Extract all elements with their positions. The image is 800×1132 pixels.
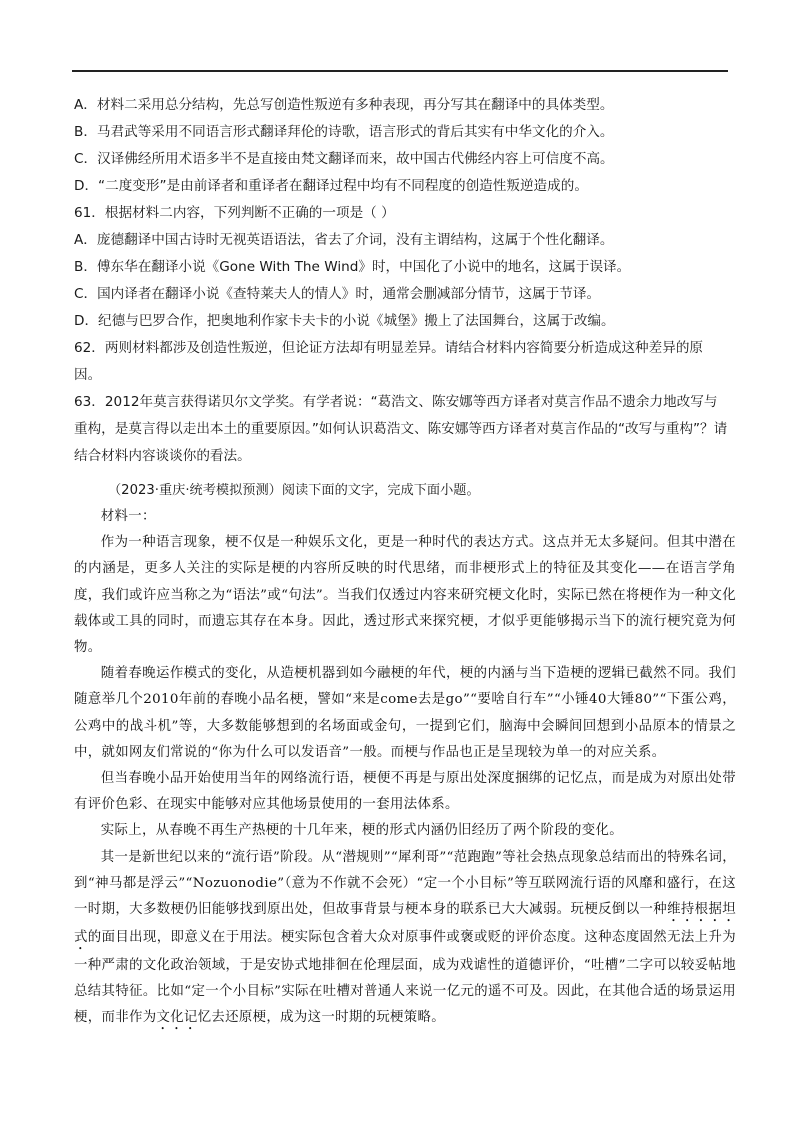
material-label: 材料一： xyxy=(100,509,156,524)
question-63-text: 63．2012年莫言获得诺贝尔文学奖。有学者说：“葛浩文、陈安娜等西方译者对莫言作品不遗余力地改写与重构，是莫言得以走出本土的重要原因。”如何认识葛浩文、陈安娜等西方译者对莫言作品的“改写与重构”？请结合材料内容谈谈你的看法。 xyxy=(74,394,728,464)
paragraph-2: 随着春晚运作模式的变化，从造梗机器到如今融梗的年代，梗的内涵与当下造梗的逻辑已截然不同。我们随意举几个2010年前的春晚小品名梗，譬如“来是come去是go”“要啥自行车”“小锤40大锤80”“下蛋公鸡，公鸡中的战斗机”等，大多数能够想到的名场面或金句，一提到它们，脑海中会瞬间回想到小品原本的情景之中，就如网友们常说的“你为什么可以发语音”一般。而梗与作品也正是呈现较为单一的对应关系。 xyxy=(74,666,736,760)
question-62-text: 62．两则材料都涉及创造性叛逆，但论证方法却有明显差异。请结合材料内容简要分析造成这种差异的原因。 xyxy=(74,340,704,383)
q61-option-b: B．傅东华在翻译小说《Gone With The Wind》时，中国化了小说中的地名，这属于误译。 xyxy=(74,259,631,275)
question-62 xyxy=(74,335,730,389)
q61-option-c: C．国内译者在翻译小说《查特莱夫人的情人》时，通常会删减部分情节，这属于节译。 xyxy=(74,286,601,302)
question-63 xyxy=(74,389,730,470)
option-c: C．汉译佛经所用术语多半不是直接由梵文翻译而来，故中国古代佛经内容上可信度不高。 xyxy=(74,151,614,167)
emphasis-dotted-2: 文化记 xyxy=(156,1010,198,1026)
paragraph-5-part-2: 的面目出现，即意义在于用法。梗实际包含着大众对原事件或褒或贬的评价态度。这种态度固然无法上升为一种严肃的文化政治领域，于是安协式地排徊在伦理层面，成为戏谑性的道德评价，“吐槽”二字可以较妥帖地总结其特征。比如“定一个小目标”实际在吐槽对普通人来说一亿元的遥不可及。因此，在其他合适的场景运用梗，而非作为 xyxy=(74,930,736,1026)
options-previous-question xyxy=(74,92,730,200)
paragraph-5-part-1: 其一是新世纪以来的“流行语”阶段。从“潜规则”“犀利哥”“范跑跑”等社会热点现象总结而出的特殊名词，到“神马都是浮云”“Nozuonodie”（意为不作就不会死）“定一个小目标”等互联网流行语的风靡和盛行，在这一时期，大多数梗仍旧能够找到原出处，但故事背景与梗本身的联系已大大减弱。玩梗反倒以一种 xyxy=(74,849,736,918)
paragraph-4: 实际上，从春晚不再生产热梗的十几年来，梗的形式内涵仍旧经历了两个阶段的变化。 xyxy=(100,823,623,839)
reading-passage xyxy=(74,504,736,1033)
question-61-stem: 61．根据材料二内容，下列判断不正确的一项是（ ） xyxy=(74,205,395,221)
q61-option-d: D．纪德与巴罗合作，把奥地利作家卡夫卡的小说《城堡》搬上了法国舞台，这属于改编。 xyxy=(74,313,615,329)
source-line: （2023·重庆·统考模拟预测）阅读下面的文字，完成下面小题。 xyxy=(108,483,480,498)
paragraph-1: 作为一种语言现象，梗不仅是一种娱乐文化，更是一种时代的表达方式。这点并无太多疑问。但其中潜在的内涵是，更多人关注的实际是梗的内容所反映的时代思绪，而非梗形式上的特征及其变化——在语言学角度，我们或许应当称之为“语法”或“句法”。当我们仅透过内容来研究梗文化时，实际已然在将梗作为一种文化载体或工具的同时，而遗忘其存在本身。因此，透过形式来探究梗，才似乎更能够揭示当下的流行梗究竟为何物。 xyxy=(74,535,736,656)
option-b: B．马君武等采用不同语言形式翻译拜伦的诗歌，语言形式的背后其实有中华文化的介入。 xyxy=(74,124,614,140)
paragraph-5-part-3: 忆去还原梗，成为这一时期的玩梗策略。 xyxy=(197,1010,446,1026)
q61-option-a: A．庞德翻译中国古诗时无视英语语法，省去了介词，没有主谓结构，这属于个性化翻译。 xyxy=(74,232,614,248)
paragraph-5 xyxy=(74,845,736,1034)
header-rule xyxy=(72,70,728,72)
question-61 xyxy=(74,200,730,335)
option-a: A．材料二采用总分结构，先总写创造性叛逆有多种表现，再分写其在翻译中的具体类型。 xyxy=(74,97,614,113)
emphasis-dotted-1: 维持根据坦式 xyxy=(74,902,737,946)
option-d: D．“二度变形”是由前译者和重译者在翻译过程中均有不同程度的创造性叛逆造成的。 xyxy=(74,178,588,194)
paragraph-3: 但当春晚小品开始使用当年的网络流行语，梗便不再是与原出处深度捆绑的记忆点，而是成为对原出处带有评价色彩、在现实中能够对应其他场景使用的一套用法体系。 xyxy=(74,771,736,813)
